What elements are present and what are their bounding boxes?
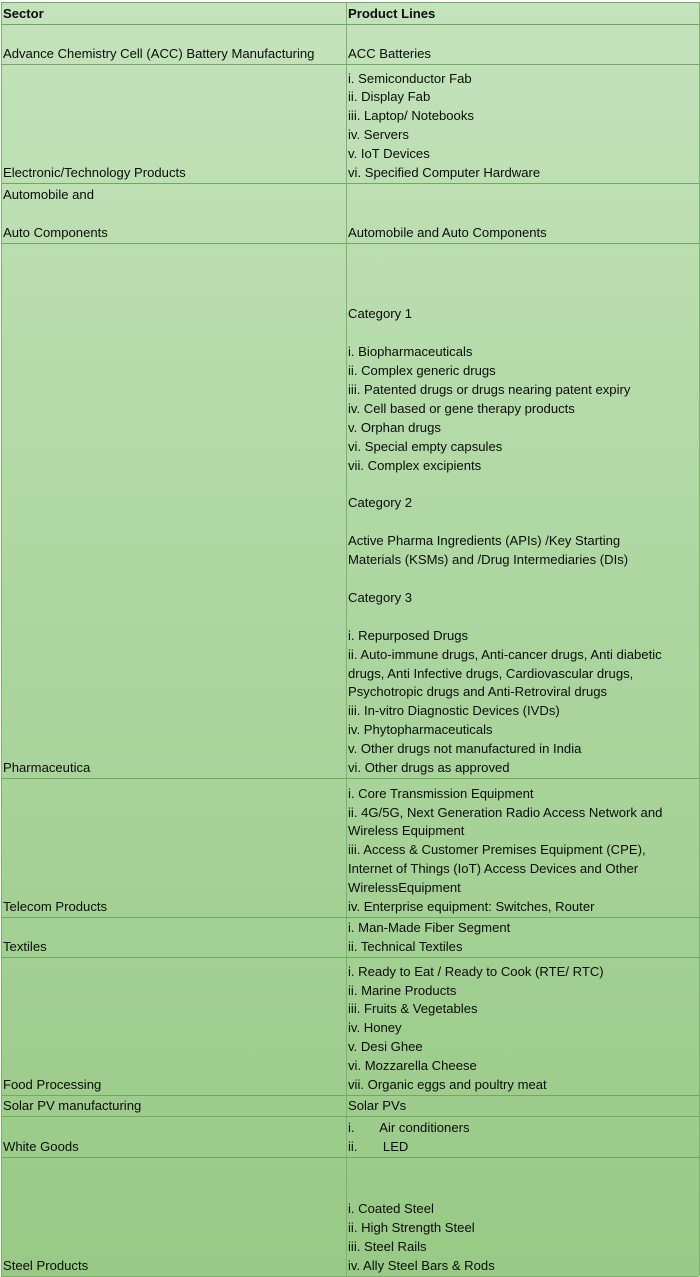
sector-cell[interactable] — [2, 1158, 347, 1276]
product-lines-cell[interactable] — [347, 918, 700, 958]
sector-lines — [3, 1076, 345, 1095]
product-line-item: ii. Marine Products — [348, 982, 457, 998]
product-line-item: iv. Servers — [348, 127, 409, 143]
sector-lines — [3, 1138, 345, 1157]
product-line-item — [348, 513, 698, 532]
sector-cell[interactable] — [2, 918, 347, 958]
product-line-item: i. Biopharmaceuticals — [348, 344, 473, 360]
product-line-item: vii. Complex excipients — [348, 457, 482, 473]
product-line-item: ii. LED — [348, 1139, 409, 1155]
table-row-food-processing — [2, 958, 700, 1096]
product-line-item: ii. Complex generic drugs — [348, 363, 496, 379]
product-lines-cell[interactable] — [347, 244, 700, 779]
header-product-lines[interactable]: Product Lines — [347, 3, 700, 25]
product-line-item: iv. Ally Steel Bars & Rods — [348, 1257, 495, 1273]
product-lines-cell[interactable] — [347, 1117, 700, 1158]
product-lines-cell[interactable] — [347, 65, 700, 184]
product-line-item — [348, 608, 698, 627]
product-line-item: Category 2 — [348, 495, 413, 511]
product-line-item: v. Orphan drugs — [348, 419, 441, 435]
product-line-item: iv. Cell based or gene therapy products — [348, 400, 575, 416]
product-lines-cell[interactable] — [347, 184, 700, 244]
product-line-item: iii. Patented drugs or drugs nearing patent expiry — [348, 382, 631, 398]
product-line-item: vi. Specified Computer Hardware — [348, 165, 541, 181]
sector-text-line: Electronic/Technology Products — [3, 165, 186, 181]
sector-lines — [3, 186, 345, 243]
product-line-item: iii. Steel Rails — [348, 1238, 427, 1254]
sector-cell[interactable] — [2, 1117, 347, 1158]
table-row-automobile — [2, 184, 700, 244]
product-lines-list — [348, 919, 698, 957]
sector-cell[interactable] — [2, 244, 347, 779]
sector-lines — [3, 164, 345, 183]
product-line-item: ii. Technical Textiles — [348, 939, 463, 955]
product-line-item: iii. In-vitro Diagnostic Devices (IVDs) — [348, 703, 560, 719]
sector-lines — [3, 45, 345, 64]
product-line-item: i. Repurposed Drugs — [348, 627, 469, 643]
sector-lines — [3, 1097, 345, 1116]
product-line-item: v. Desi Ghee — [348, 1039, 423, 1055]
sector-text-line: Steel Products — [3, 1257, 89, 1273]
table-row-white-goods — [2, 1117, 700, 1158]
product-lines-list — [348, 249, 698, 778]
product-line-item — [348, 249, 698, 268]
sector-text-line: Telecom Products — [3, 899, 108, 915]
product-line-item — [348, 476, 698, 495]
header-sector[interactable]: Sector — [2, 3, 347, 25]
product-line-item: vi. Other drugs as approved — [348, 760, 510, 776]
product-line-item: i. Semiconductor Fab — [348, 70, 472, 86]
product-line-item: Internet of Things (IoT) Access Devices and Other — [348, 861, 639, 877]
sector-cell[interactable] — [2, 65, 347, 184]
product-lines-list — [348, 785, 698, 917]
product-lines-cell[interactable] — [347, 25, 700, 65]
product-line-item: WirelessEquipment — [348, 880, 461, 896]
product-line-item: Category 1 — [348, 306, 413, 322]
product-lines-cell[interactable] — [347, 958, 700, 1096]
product-line-item: i. Coated Steel — [348, 1200, 434, 1216]
table-row-textiles — [2, 918, 700, 958]
product-line-item: i. Ready to Eat / Ready to Cook (RTE/ RTC) — [348, 963, 604, 979]
product-line-item: ii. Display Fab — [348, 89, 431, 105]
product-lines-cell[interactable] — [347, 779, 700, 918]
sector-cell[interactable] — [2, 184, 347, 244]
product-lines-list — [348, 224, 698, 243]
product-line-item: iii. Laptop/ Notebooks — [348, 108, 474, 124]
product-line-item: iii. Access & Customer Premises Equipment (CPE), — [348, 842, 646, 858]
product-line-item: drugs, Anti Infective drugs, Cardiovascular drugs, — [348, 665, 634, 681]
sector-cell[interactable] — [2, 25, 347, 65]
header-row — [2, 3, 700, 25]
product-line-item: v. Other drugs not manufactured in India — [348, 741, 582, 757]
product-line-item: v. IoT Devices — [348, 146, 430, 162]
sector-cell[interactable] — [2, 779, 347, 918]
table-row-telecom — [2, 779, 700, 918]
sector-lines — [3, 898, 345, 917]
sector-text-line — [3, 205, 345, 224]
table-row-pharmaceutica — [2, 244, 700, 779]
product-line-item — [348, 268, 698, 287]
product-line-item: Category 3 — [348, 589, 413, 605]
product-line-item — [348, 287, 698, 306]
sector-text-line: Auto Components — [3, 225, 108, 241]
sector-text-line: Food Processing — [3, 1077, 102, 1093]
product-line-item — [348, 324, 698, 343]
product-line-item: iv. Phytopharmaceuticals — [348, 722, 493, 738]
sector-text-line: White Goods — [3, 1139, 79, 1155]
product-line-item: vi. Mozzarella Cheese — [348, 1058, 477, 1074]
sector-lines — [3, 1257, 345, 1276]
product-line-item: Psychotropic drugs and Anti-Retroviral drugs — [348, 684, 608, 700]
sector-text-line: Pharmaceutica — [3, 760, 91, 776]
product-lines-list — [348, 1097, 698, 1116]
product-line-item: iv. Enterprise equipment: Switches, Router — [348, 899, 595, 915]
product-line-item — [348, 570, 698, 589]
sector-text-line: Textiles — [3, 939, 47, 955]
sector-text-line: Solar PV manufacturing — [3, 1098, 142, 1114]
sector-cell[interactable] — [2, 1096, 347, 1117]
sector-text-line: Advance Chemistry Cell (ACC) Battery Manufacturing — [3, 46, 315, 62]
product-line-item: Wireless Equipment — [348, 823, 465, 839]
product-lines-list — [348, 963, 698, 1095]
product-line-item: Automobile and Auto Components — [348, 225, 547, 241]
product-line-item: vi. Special empty capsules — [348, 438, 503, 454]
table-row-solar-pv — [2, 1096, 700, 1117]
product-lines-list — [348, 1119, 698, 1157]
sector-lines — [3, 759, 345, 778]
product-line-item: i. Man-Made Fiber Segment — [348, 920, 511, 936]
product-line-item: i. Air conditioners — [348, 1120, 470, 1136]
product-lines-cell[interactable] — [347, 1096, 700, 1117]
product-line-item: ACC Batteries — [348, 46, 431, 62]
sector-text-line: Automobile and — [3, 187, 94, 203]
product-line-item: ii. High Strength Steel — [348, 1219, 475, 1235]
product-line-item: iv. Honey — [348, 1020, 402, 1036]
product-line-item: vii. Organic eggs and poultry meat — [348, 1077, 547, 1093]
sector-lines — [3, 938, 345, 957]
product-line-item: Active Pharma Ingredients (APIs) /Key Starting — [348, 533, 621, 549]
product-line-item: i. Core Transmission Equipment — [348, 785, 534, 801]
product-lines-cell[interactable] — [347, 1158, 700, 1276]
product-line-item: iii. Fruits & Vegetables — [348, 1001, 478, 1017]
table-row-steel-products — [2, 1158, 700, 1276]
product-line-item: Solar PVs — [348, 1098, 407, 1114]
spreadsheet-table-container — [1, 2, 699, 1277]
product-line-item: ii. Auto-immune drugs, Anti-cancer drugs, Anti diabetic — [348, 646, 662, 662]
product-line-item: Materials (KSMs) and /Drug Intermediaries (DIs) — [348, 552, 629, 568]
product-lines-list — [348, 70, 698, 183]
product-lines-list — [348, 1200, 698, 1276]
sector-cell[interactable] — [2, 958, 347, 1096]
table-row-acc-battery — [2, 25, 700, 65]
table-row-electronics — [2, 65, 700, 184]
sector-product-table — [1, 2, 700, 1276]
product-lines-list — [348, 45, 698, 64]
product-line-item: ii. 4G/5G, Next Generation Radio Access Network and — [348, 804, 663, 820]
